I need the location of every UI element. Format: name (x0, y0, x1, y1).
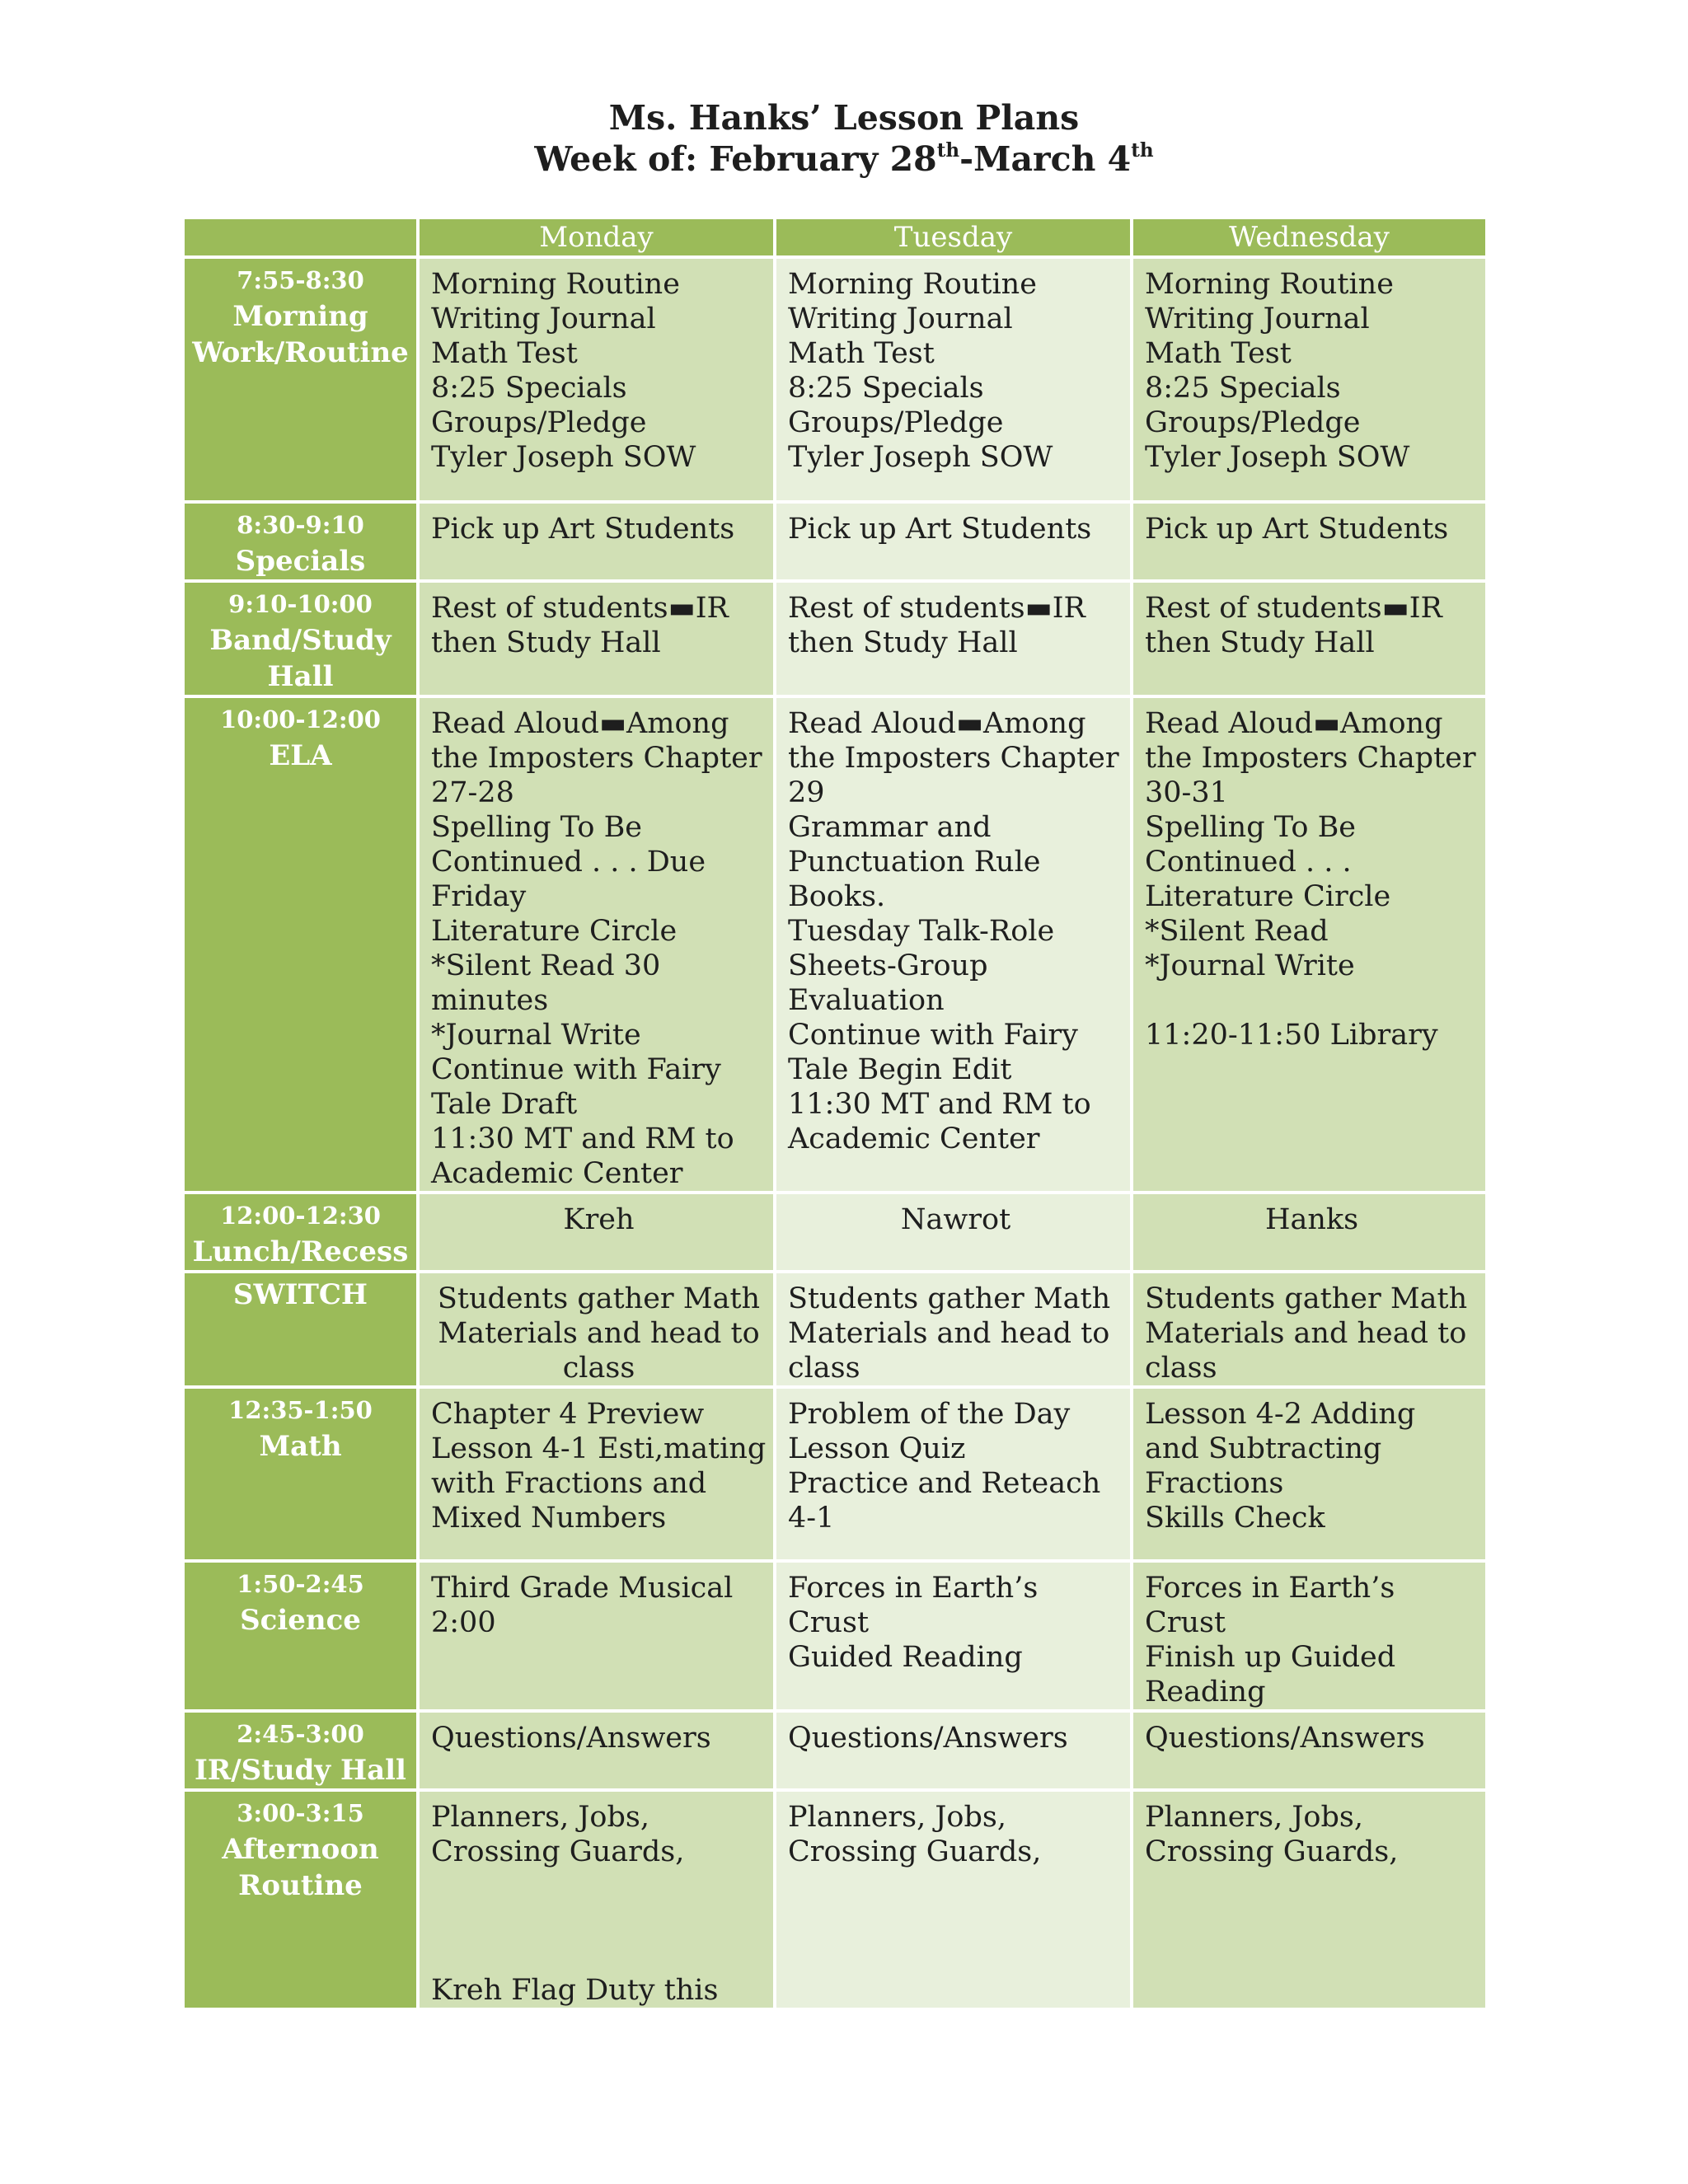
tuesday-cell: Nawrot (775, 1193, 1132, 1272)
day-monday: Monday (418, 218, 775, 257)
tuesday-cell: Pick up Art Students (775, 502, 1132, 581)
wednesday-cell: Forces in Earth’s Crust Finish up Guided Reading (1132, 1561, 1487, 1711)
wednesday-cell: Hanks (1132, 1193, 1487, 1272)
table-row (183, 1272, 1487, 1387)
tuesday-cell: Problem of the Day Lesson Quiz Practice and Reteach 4-1 (775, 1387, 1132, 1561)
time-label: 9:10-10:00 (228, 590, 373, 618)
time-cell (183, 1711, 418, 1790)
wednesday-cell: Morning Routine Writing Journal Math Test 8:25 Specials Groups/Pledge Tyler Joseph SOW (1132, 257, 1487, 502)
time-label: 10:00-12:00 (220, 705, 381, 733)
monday-cell: Read Aloud▬Among the Imposters Chapter 27-28 Spelling To Be Continued . . . Due Friday Literature Circle *Silent Read 30 minutes *Journal Write Continue with Fairy Tale Draft 11:30 MT and RM to Academic Center (418, 696, 775, 1193)
table-row (183, 257, 1487, 502)
table-row (183, 1711, 1487, 1790)
monday-cell: Rest of students▬IR then Study Hall (418, 581, 775, 696)
table-row (183, 1193, 1487, 1272)
monday-cell: Pick up Art Students (418, 502, 775, 581)
subject-label: Band/Study Hall (209, 624, 392, 693)
subject-label: Lunch/Recess (192, 1235, 409, 1268)
subject-label: Specials (235, 545, 366, 578)
day-tuesday: Tuesday (775, 218, 1132, 257)
monday-cell: Kreh (418, 1193, 775, 1272)
time-label: 1:50-2:45 (237, 1570, 364, 1598)
wednesday-cell: Students gather Math Materials and head to class (1132, 1272, 1487, 1387)
monday-cell: Chapter 4 Preview Lesson 4-1 Esti,mating with Fractions and Mixed Numbers (418, 1387, 775, 1561)
time-label: 8:30-9:10 (237, 511, 364, 539)
header-row (183, 218, 1487, 257)
table-row (183, 1387, 1487, 1561)
wednesday-cell: Questions/Answers (1132, 1711, 1487, 1790)
monday-cell: Planners, Jobs, Crossing Guards, Kreh Flag Duty this (418, 1790, 775, 2009)
wednesday-cell: Lesson 4-2 Adding and Subtracting Fractions Skills Check (1132, 1387, 1487, 1561)
time-cell (183, 1387, 418, 1561)
table-row (183, 581, 1487, 696)
monday-cell: Students gather Math Materials and head to class (418, 1272, 775, 1387)
wednesday-cell: Pick up Art Students (1132, 502, 1487, 581)
time-label: 3:00-3:15 (237, 1799, 364, 1827)
week-prefix: Week of: February 28 (534, 139, 937, 179)
time-label: 7:55-8:30 (237, 266, 364, 294)
subject-label: Afternoon Routine (222, 1833, 379, 1902)
time-cell (183, 257, 418, 502)
time-cell (183, 1561, 418, 1711)
time-cell (183, 1790, 418, 2009)
tuesday-cell: Morning Routine Writing Journal Math Test 8:25 Specials Groups/Pledge Tyler Joseph SOW (775, 257, 1132, 502)
corner-cell (183, 218, 418, 257)
table-row (183, 1561, 1487, 1711)
wednesday-cell: Read Aloud▬Among the Imposters Chapter 30-31 Spelling To Be Continued . . . Literature Circle *Silent Read *Journal Write 11:20-11:50 Library (1132, 696, 1487, 1193)
subject-label: SWITCH (232, 1278, 368, 1311)
subject-label: Morning Work/Routine (192, 300, 409, 369)
monday-cell: Third Grade Musical 2:00 (418, 1561, 775, 1711)
time-cell (183, 502, 418, 581)
time-cell (183, 581, 418, 696)
week-mid: -March 4 (959, 139, 1132, 179)
tuesday-cell: Rest of students▬IR then Study Hall (775, 581, 1132, 696)
lesson-plan-table (181, 216, 1489, 2011)
week-sup-1: th (936, 139, 960, 162)
table-row (183, 502, 1487, 581)
week-sup-2: th (1131, 139, 1154, 162)
subject-label: Math (259, 1430, 342, 1463)
time-label: 2:45-3:00 (237, 1720, 364, 1748)
page-title (0, 97, 1688, 180)
day-wednesday: Wednesday (1132, 218, 1487, 257)
time-cell (183, 696, 418, 1193)
monday-cell: Morning Routine Writing Journal Math Test 8:25 Specials Groups/Pledge Tyler Joseph SOW (418, 257, 775, 502)
time-cell (183, 1193, 418, 1272)
tuesday-cell: Questions/Answers (775, 1711, 1132, 1790)
tuesday-cell: Planners, Jobs, Crossing Guards, (775, 1790, 1132, 2009)
subject-label: IR/Study Hall (195, 1754, 406, 1787)
subject-label: Science (240, 1604, 361, 1637)
week-line (0, 138, 1688, 180)
time-cell (183, 1272, 418, 1387)
wednesday-cell: Planners, Jobs, Crossing Guards, (1132, 1790, 1487, 2009)
time-label: 12:00-12:30 (220, 1202, 381, 1230)
wednesday-cell: Rest of students▬IR then Study Hall (1132, 581, 1487, 696)
tuesday-cell: Students gather Math Materials and head to class (775, 1272, 1132, 1387)
tuesday-cell: Forces in Earth’s Crust Guided Reading (775, 1561, 1132, 1711)
monday-cell: Questions/Answers (418, 1711, 775, 1790)
title-line: Ms. Hanks’ Lesson Plans (608, 98, 1080, 138)
tuesday-cell: Read Aloud▬Among the Imposters Chapter 29 Grammar and Punctuation Rule Books. Tuesday Talk-Role Sheets-Group Evaluation Continue with Fairy Tale Begin Edit 11:30 MT and RM to Academic Center (775, 696, 1132, 1193)
time-label: 12:35-1:50 (228, 1396, 373, 1424)
subject-label: ELA (269, 739, 332, 772)
table-row (183, 1790, 1487, 2009)
table-row (183, 696, 1487, 1193)
